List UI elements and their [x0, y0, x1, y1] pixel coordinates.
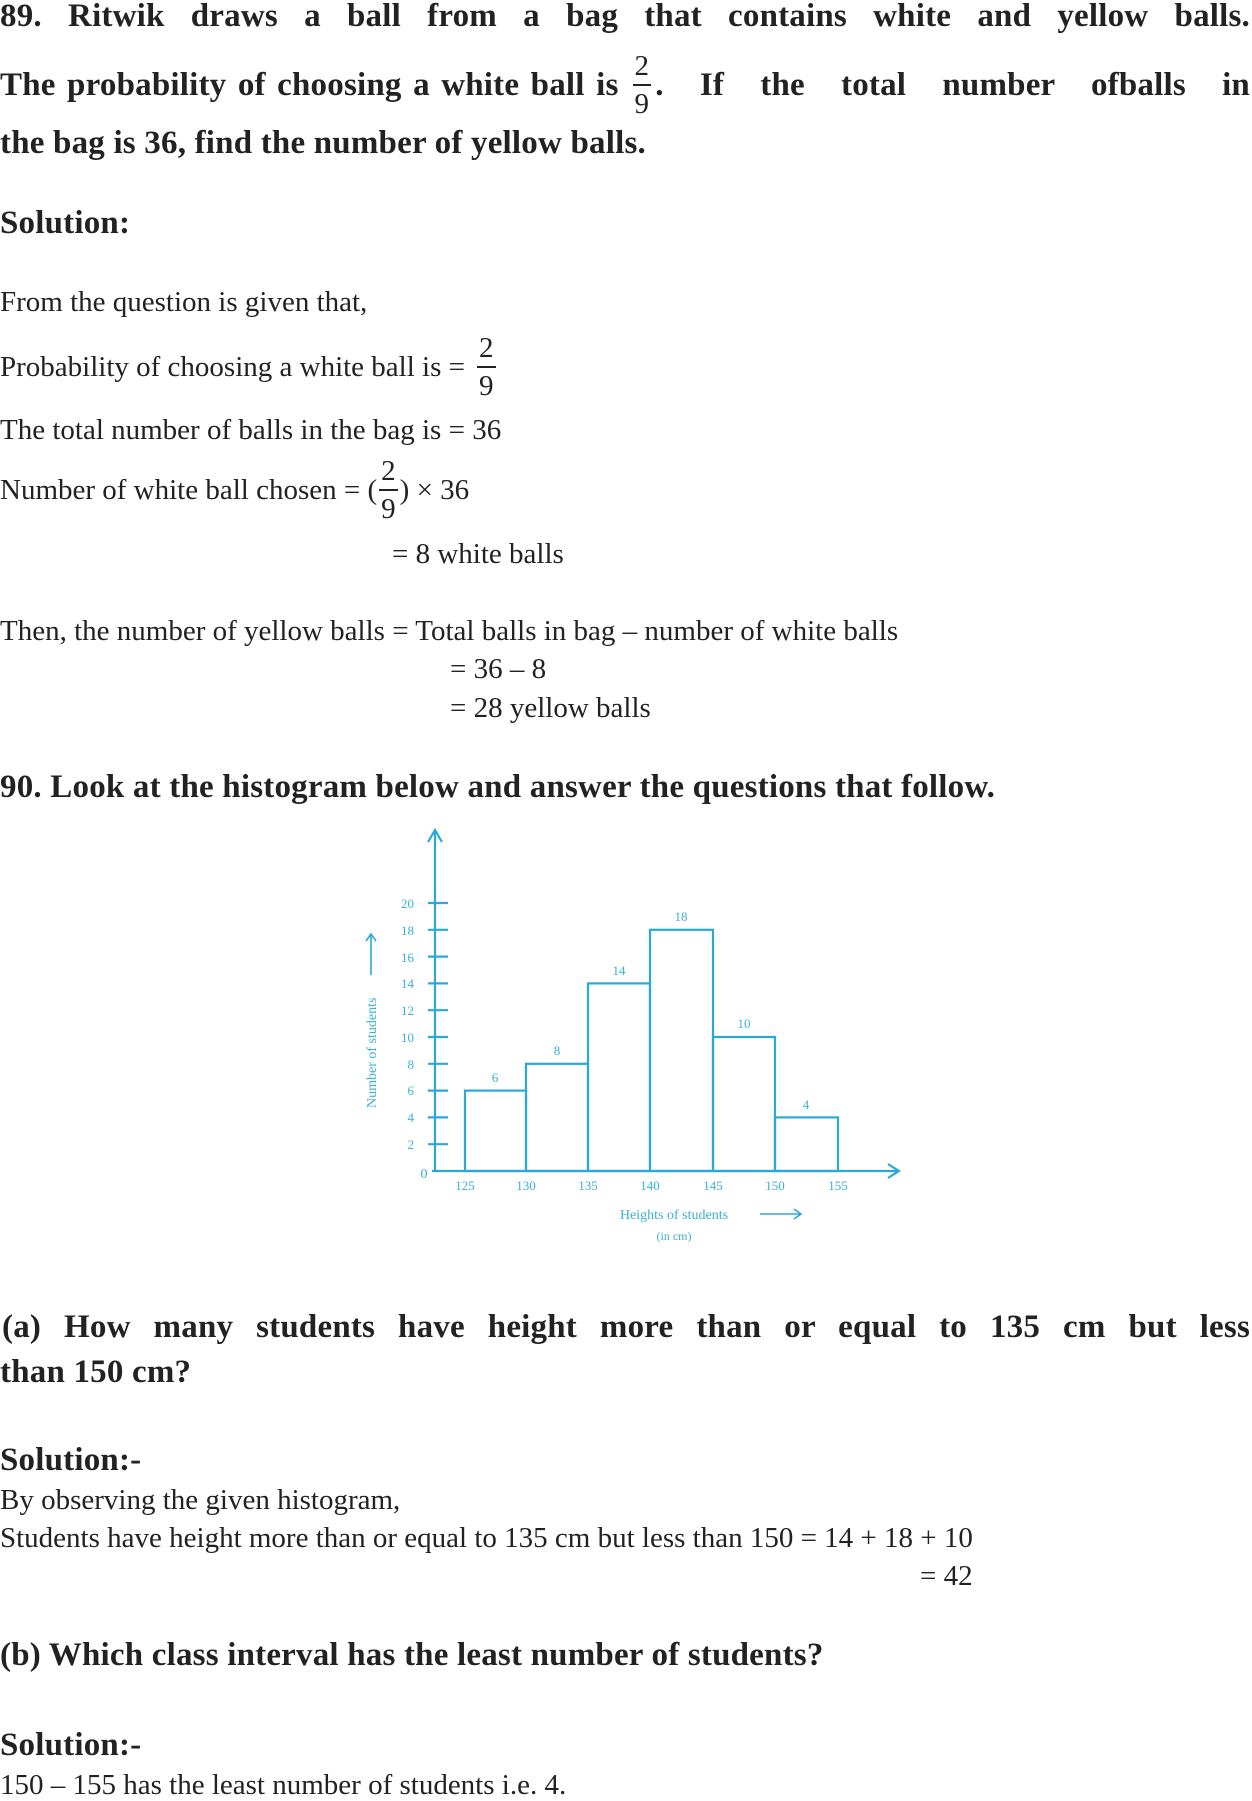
svg-text:8: 8 [553, 1043, 561, 1058]
fraction-numerator: 2 [381, 455, 396, 487]
q89-step-yellow-calc: = 36 – 8 [450, 653, 547, 685]
svg-text:10: 10 [401, 1030, 414, 1045]
svg-text:140: 140 [640, 1178, 660, 1193]
q90-heading: 90. Look at the histogram below and answer the questions that follow. [0, 769, 996, 805]
q89-step-white-result: = 8 white balls [392, 538, 564, 570]
q89-step-total: The total number of balls in the bag is = 36 [0, 414, 502, 446]
svg-text:150: 150 [765, 1178, 785, 1193]
q89-question-line2-post: . If the total number ofballs in [655, 67, 1250, 103]
svg-text:125: 125 [455, 1178, 475, 1193]
q89-solution-heading: Solution: [0, 205, 131, 241]
histogram-bar-130-135 [526, 1064, 588, 1171]
x-axis-unit: (in cm) [656, 1229, 692, 1243]
fraction-numerator: 2 [479, 332, 494, 364]
q89-question-line1: 89. Ritwik draws a ball from a bag that contains white and yellow balls. [0, 0, 1250, 34]
svg-text:12: 12 [401, 1003, 414, 1018]
fraction-denominator: 9 [479, 370, 494, 402]
q90a-question-line1: (a) How many students have height more than or equal to 135 cm but less [2, 1309, 1250, 1345]
q89-step-given: From the question is given that, [0, 286, 368, 318]
svg-text:18: 18 [401, 923, 414, 938]
q89-step-white-post: ) × 36 [399, 474, 470, 506]
q90b-answer: 150 – 155 has the least number of students i.e. 4. [0, 1769, 567, 1801]
x-axis-title: Heights of students [619, 1208, 729, 1223]
svg-text:135: 135 [578, 1178, 598, 1193]
x-axis-title-arrow-icon [760, 1209, 801, 1219]
svg-text:10: 10 [737, 1016, 751, 1031]
svg-text:20: 20 [401, 896, 414, 911]
q90a-solution-heading: Solution:- [0, 1442, 142, 1478]
q90a-solution-result: = 42 [920, 1560, 973, 1592]
histogram-bar-135-140 [588, 983, 650, 1171]
fraction-numerator: 2 [634, 50, 650, 82]
q89-step-probability-text: Probability of choosing a white ball is = [0, 351, 465, 383]
q89-question-line2-pre: The probability of choosing a white ball is [0, 67, 619, 103]
svg-text:8: 8 [407, 1057, 414, 1072]
q90a-question-line2: than 150 cm? [0, 1354, 192, 1390]
histogram-bar-140-145 [650, 930, 713, 1171]
q90a-solution-line2: Students have height more than or equal to 135 cm but less than 150 = 14 + 18 + 10 [0, 1522, 973, 1554]
y-axis-title-arrow-icon [366, 934, 376, 975]
svg-text:130: 130 [516, 1178, 536, 1193]
svg-text:4: 4 [407, 1110, 414, 1125]
svg-text:14: 14 [612, 963, 626, 978]
svg-text:16: 16 [401, 950, 414, 965]
svg-text:6: 6 [407, 1083, 414, 1098]
svg-text:155: 155 [828, 1178, 848, 1193]
fraction-denominator: 9 [381, 493, 396, 525]
histogram-bar-145-150 [713, 1037, 775, 1171]
q89-question-line3: the bag is 36, find the number of yellow balls. [0, 125, 646, 161]
y-axis-ticks [428, 903, 448, 1144]
svg-text:145: 145 [703, 1178, 723, 1193]
q89-step-yellow-result: = 28 yellow balls [450, 692, 651, 724]
histogram-bar-150-155 [775, 1117, 838, 1171]
svg-text:2: 2 [407, 1137, 414, 1152]
q89-step-white-pre: Number of white ball chosen = ( [0, 474, 378, 506]
histogram-bar-125-130 [465, 1091, 526, 1171]
q90b-solution-heading: Solution:- [0, 1727, 142, 1763]
svg-text:18: 18 [674, 909, 688, 924]
fraction-denominator: 9 [634, 88, 650, 120]
svg-text:4: 4 [802, 1097, 810, 1112]
origin-label: 0 [420, 1167, 428, 1182]
y-tick-labels [401, 896, 415, 1152]
q89-step-yellow: Then, the number of yellow balls = Total balls in bag – number of white balls [0, 615, 899, 647]
x-tick-labels [455, 1178, 848, 1193]
q90a-solution-line1: By observing the given histogram, [0, 1484, 401, 1516]
svg-text:14: 14 [401, 976, 414, 991]
svg-text:6: 6 [491, 1070, 499, 1085]
q90b-question: (b) Which class interval has the least number of students? [0, 1637, 824, 1673]
y-axis-title: Number of students [365, 997, 380, 1108]
